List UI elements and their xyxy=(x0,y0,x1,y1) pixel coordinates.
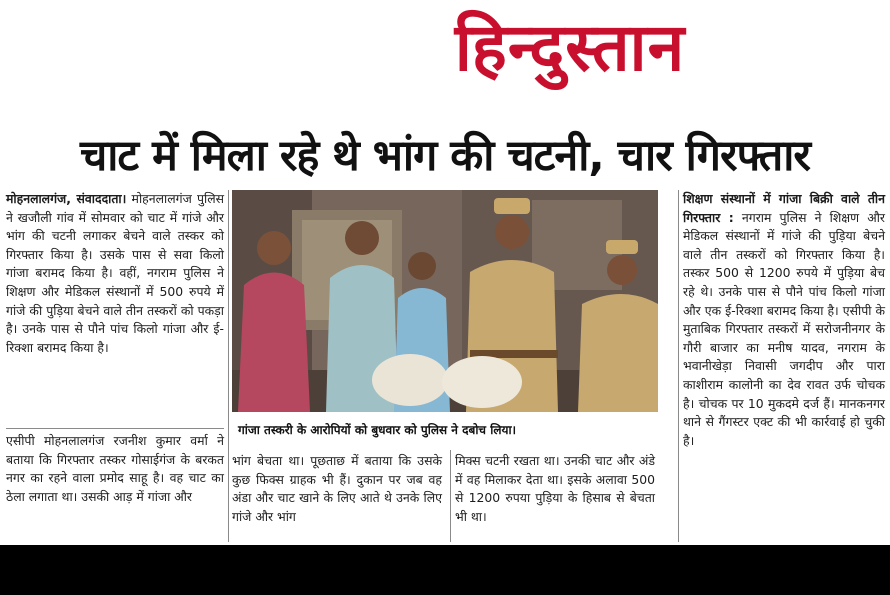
photo-caption: गांजा तस्करी के आरोपियों को बुधवार को पुलिस ने दबोच लिया। xyxy=(238,423,517,437)
column-divider xyxy=(678,190,679,542)
article-column-1-continued xyxy=(6,432,224,506)
article-column-3 xyxy=(455,452,655,526)
article-body-part-4: मिक्स चटनी रखता था। उनकी चाट और अंडे में वह मिलाकर देता था। इसके अलावा 500 से 1200 रुपया पुड़िया के हिसाब से बेचता भी था। xyxy=(455,453,655,524)
sidebar-story xyxy=(683,190,885,450)
article-body-part-1: मोहनलालगंज पुलिस ने खजौली गांव में सोमवार को चाट में गांजे और भांग की चटनी लगाकर बेचने वाले तस्कर को गिरफ्तार किया है। उसके पास से सवा किलो गांजा बरामद किया है। वहीं, नगराम पुलिस ने शिक्षण और मेडिकल संस्थानों में 500 रुपये में गांजे की पुड़िया बेचने वाले तीन तस्करों को पकड़ा है। उनके पास से पौने पांच किलो गांजा और ई-रिक्शा बरामद किया है। xyxy=(6,191,224,355)
sidebar-body: नगराम पुलिस ने शिक्षण और मेडिकल संस्थानों में गांजे की पुड़िया बेचने वाले तीन तस्करों को गिरफ्तार किया है। तस्कर 500 से 1200 रुपये में पुड़िया बेच रहे थे। उनके पास से पौने पांच किलो गांजा और एक ई-रिक्शा बरामद किया है। एसीपी के मुताबिक गिरफ्तार तस्करों में सरोजनीनगर के गौरी बाजार का मनीष यादव, नगराम के भवानीखेड़ा निवासी जगदीप और पारा काशीराम कालोनी का देव रावत उर्फ चोचक है। चोचक पर 10 मुकदमे दर्ज हैं। मानकनगर थाने से गैंगस्टर एक्ट की भी कार्रवाई हो चुकी है। xyxy=(683,209,885,448)
section-divider xyxy=(6,428,224,429)
newspaper-masthead xyxy=(335,4,805,90)
headline: चाट में मिला रहे थे भांग की चटनी, चार गिरफ्तार xyxy=(79,130,811,181)
column-divider xyxy=(228,190,229,542)
masthead-title: हिन्दुस्तान xyxy=(454,8,686,86)
article-body-part-3: भांग बेचता था। पूछताछ में बताया कि उसके कुछ फिक्स ग्राहक भी हैं। दुकान पर जब वह अंडा और चाट खाने के लिए आते थे उनके लिए गांजे और भांग xyxy=(232,453,442,524)
sidebar-heading: शिक्षण संस्थानों में गांजा बिक्री वाले तीन गिरफ्तार : xyxy=(683,191,885,225)
news-photo xyxy=(232,190,658,412)
column-divider xyxy=(450,450,451,542)
bottom-black-band xyxy=(0,545,890,595)
article-column-1 xyxy=(6,190,224,357)
article-body-part-2: एसीपी मोहनलालगंज रजनीश कुमार वर्मा ने बताया कि गिरफ्तार तस्कर गोसाईगंज के बरकत नगर का रहने वाला प्रमोद साहू है। वह चाट का ठेला लगाता था। उसकी आड़ में गांजा और xyxy=(6,433,224,504)
article-column-2 xyxy=(232,452,442,526)
dateline: मोहनलालगंज, संवाददाता। xyxy=(6,191,127,206)
